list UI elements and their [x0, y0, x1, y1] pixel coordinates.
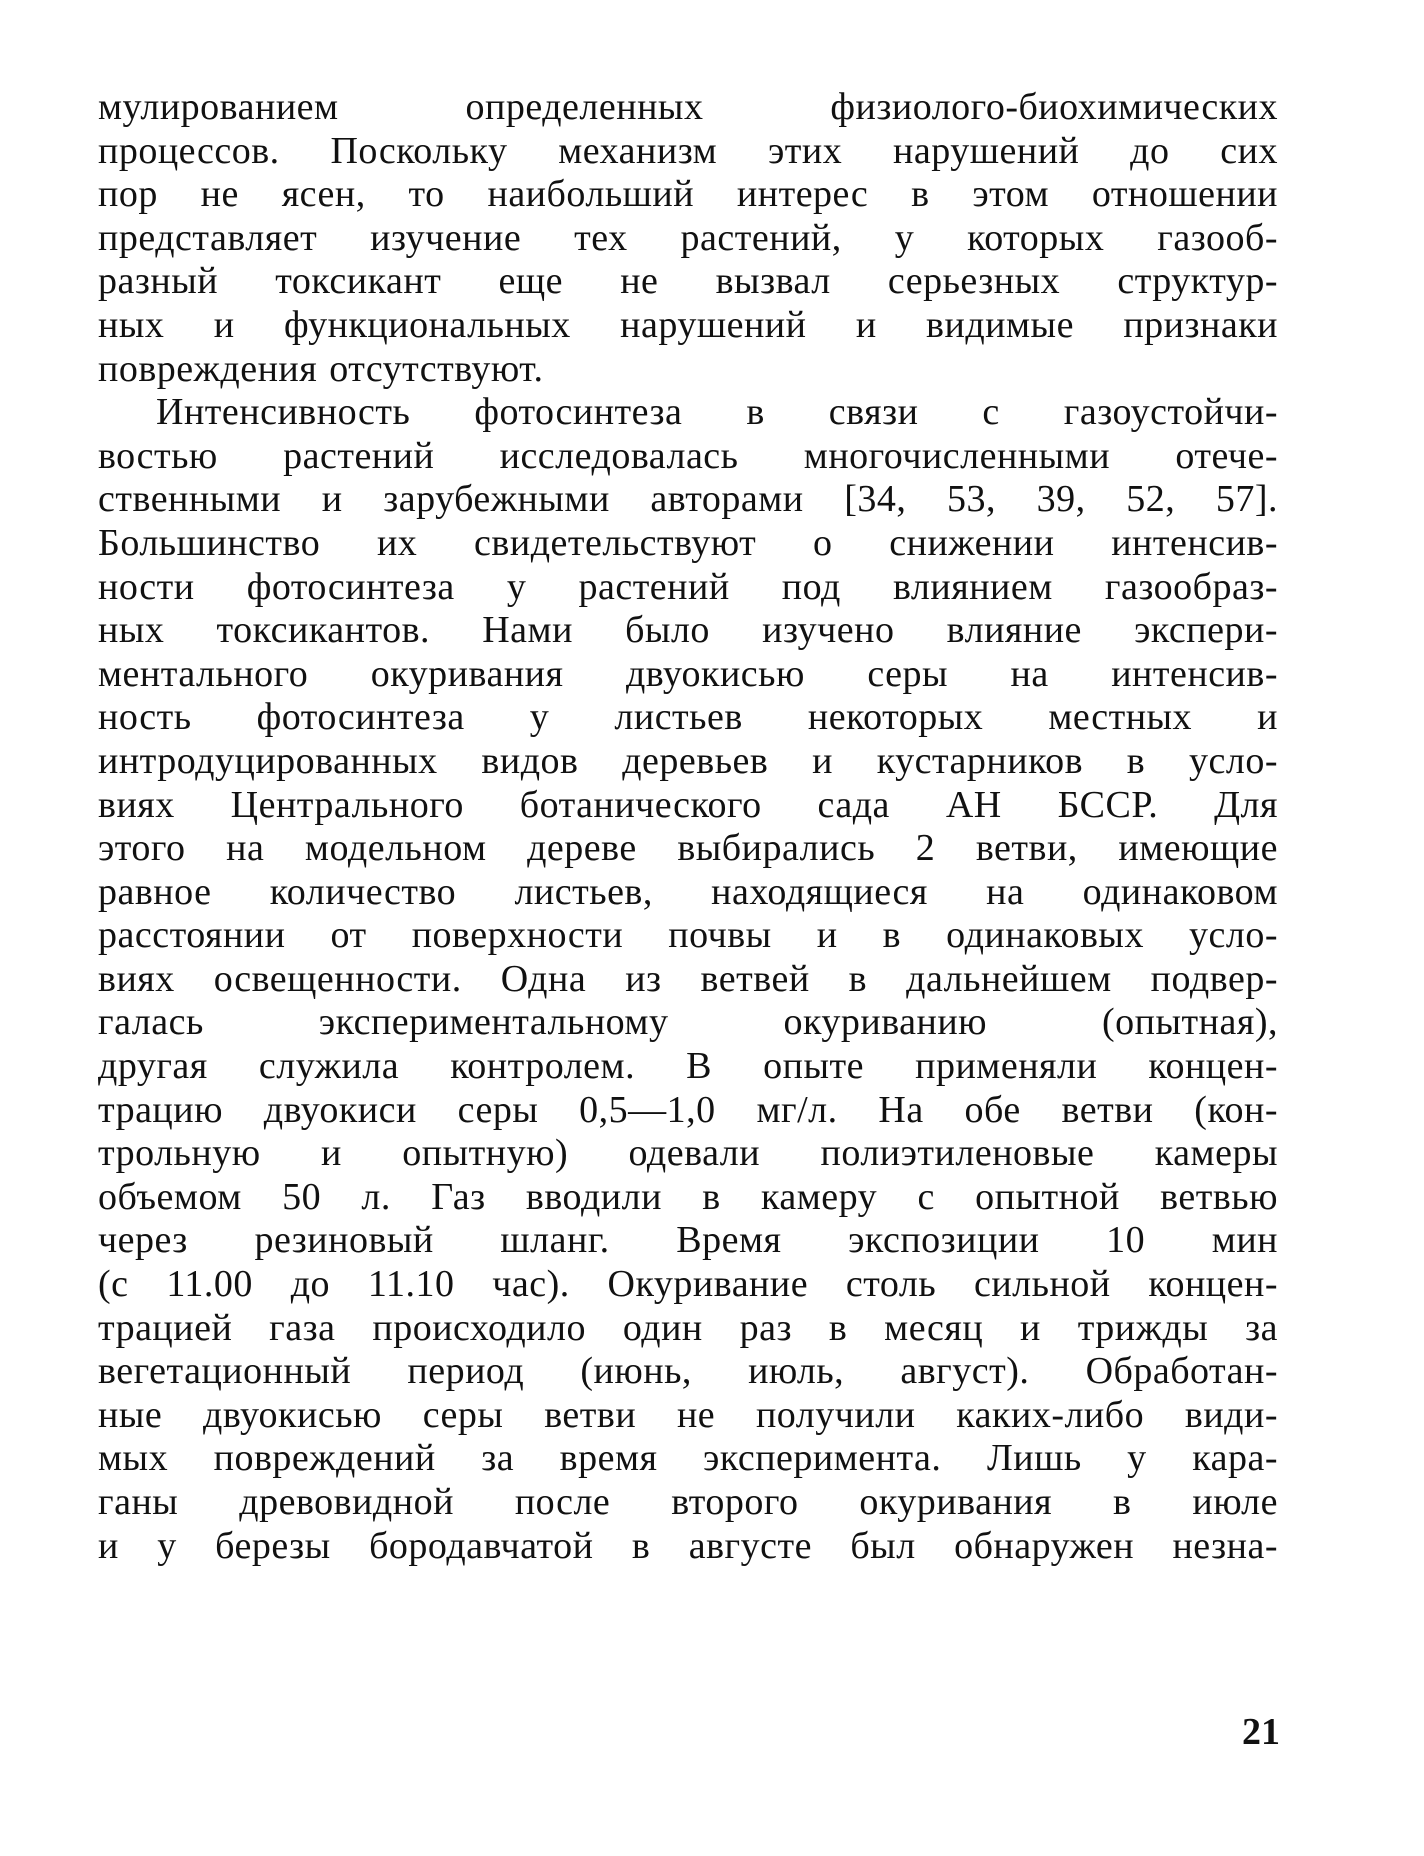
- text-line: представляет изучение тех растений, у которых газооб-: [98, 216, 1278, 259]
- text-line: ганы древовидной после второго окуривания в июле: [98, 1481, 1278, 1523]
- paragraph: [98, 391, 1278, 1568]
- text-line: ности фотосинтеза у растений под влиянием газообраз-: [98, 565, 1278, 608]
- text-line: другая служила контролем. В опыте применяли концен-: [98, 1045, 1278, 1088]
- text-line: повреждения отсутствуют.: [98, 347, 544, 390]
- text-line: ные двуокисью серы ветви не получили каких-либо види-: [98, 1393, 1278, 1436]
- text-line: расстоянии от поверхности почвы и в одинаковых усло-: [98, 914, 1278, 957]
- text-line: процессов. Поскольку механизм этих нарушений до сих: [98, 129, 1278, 172]
- text-line: Интенсивность фотосинтеза в связи с газоустойчи-: [156, 391, 1278, 434]
- text-line: мулированием определенных физиолого-биохимических: [98, 86, 1278, 128]
- text-line: через резиновый шланг. Время экспозиции 10 мин: [98, 1219, 1278, 1262]
- text-line: объемом 50 л. Газ вводили в камеру с опытной ветвью: [98, 1175, 1278, 1218]
- text-line: трольную и опытную) одевали полиэтиленовые камеры: [98, 1132, 1278, 1175]
- text-line: равное количество листьев, находящиеся на одинаковом: [98, 870, 1278, 913]
- text-line: ственными и зарубежными авторами [34, 53, 39, 52, 57].: [98, 478, 1278, 521]
- text-line: галась экспериментальному окуриванию (опытная),: [98, 1001, 1278, 1044]
- page-number: 21: [1242, 1711, 1280, 1753]
- text-line: ных токсикантов. Нами было изучено влияние экспери-: [98, 609, 1278, 652]
- text-line: (с 11.00 до 11.10 час). Окуривание столь сильной концен-: [98, 1263, 1278, 1306]
- text-line: виях освещенности. Одна из ветвей в дальнейшем подвер-: [98, 957, 1278, 1000]
- text-line: ных и функциональных нарушений и видимые признаки: [98, 303, 1278, 346]
- text-line: виях Центрального ботанического сада АН БССР. Для: [98, 783, 1278, 826]
- text-line: ментального окуривания двуокисью серы на интенсив-: [98, 652, 1278, 695]
- text-line: Большинство их свидетельствуют о снижении интенсив-: [98, 521, 1278, 564]
- text-line: интродуцированных видов деревьев и кустарников в усло-: [98, 739, 1278, 782]
- text-line: мых повреждений за время эксперимента. Лишь у кара-: [98, 1437, 1278, 1480]
- text-line: трацией газа происходило один раз в месяц и трижды за: [98, 1306, 1278, 1349]
- text-line: и у березы бородавчатой в августе был обнаружен незна-: [98, 1524, 1278, 1567]
- text-line: разный токсикант еще не вызвал серьезных структур-: [98, 260, 1278, 303]
- text-line: этого на модельном дереве выбирались 2 ветви, имеющие: [98, 827, 1278, 870]
- text-line: востью растений исследовалась многочисленными отече-: [98, 434, 1278, 477]
- text-line: вегетационный период (июнь, июль, август). Обработан-: [98, 1350, 1278, 1393]
- text-line: пор не ясен, то наибольший интерес в этом отношении: [98, 173, 1278, 216]
- text-line: трацию двуокиси серы 0,5—1,0 мг/л. На обе ветви (кон-: [98, 1088, 1278, 1131]
- text-line: ность фотосинтеза у листьев некоторых местных и: [98, 696, 1278, 739]
- body-text: [98, 86, 1278, 1568]
- paragraph: [98, 86, 1278, 391]
